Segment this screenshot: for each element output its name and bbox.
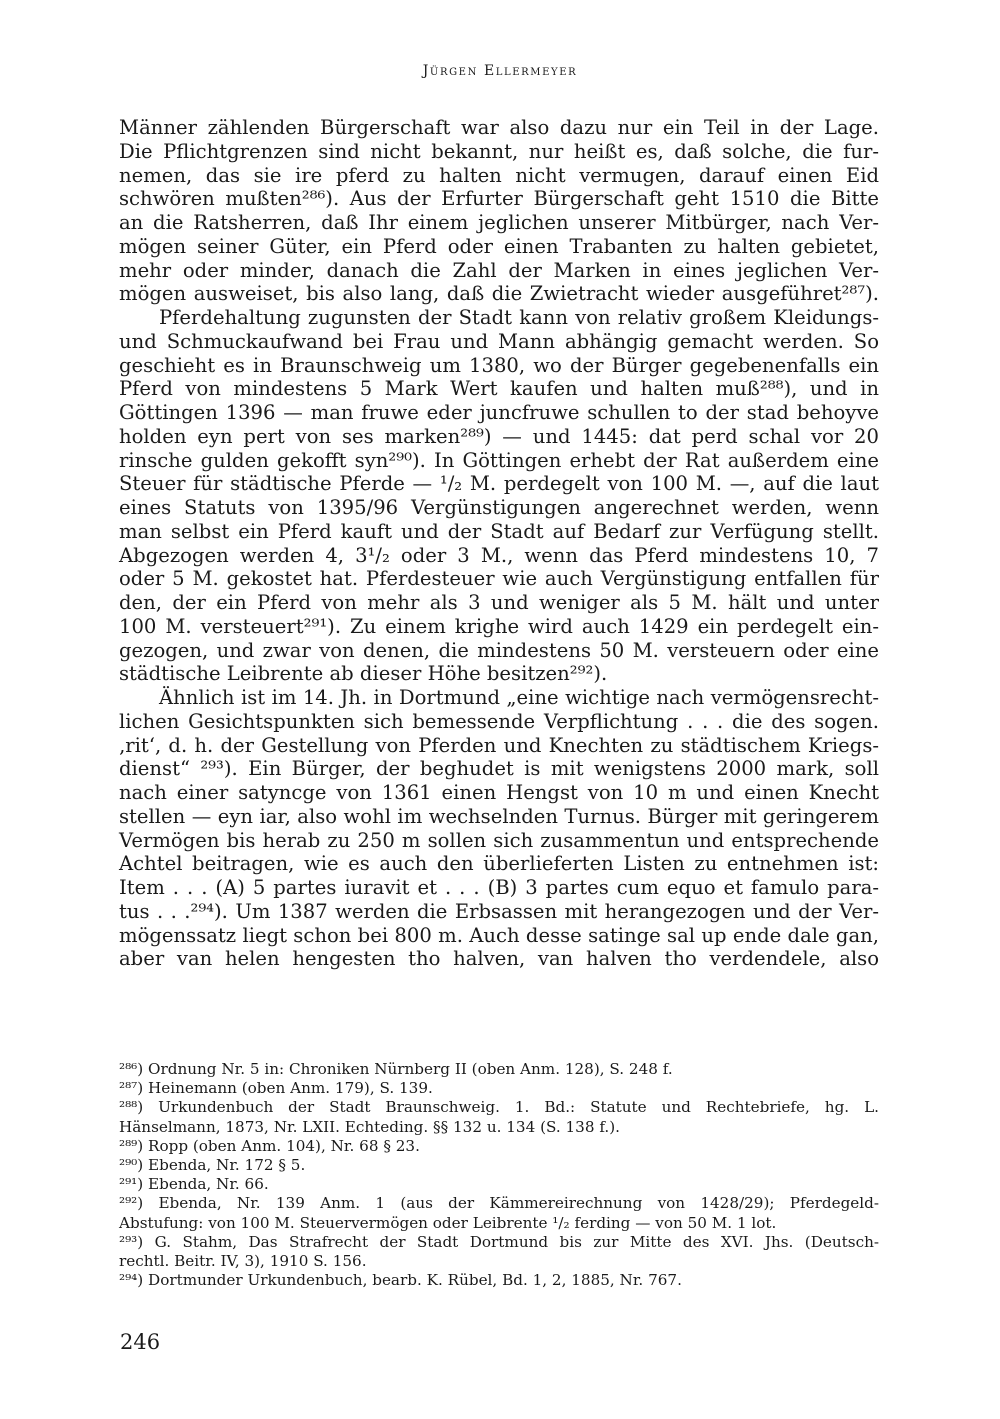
footnote-line: ²⁹⁰) Ebenda, Nr. 172 § 5. — [119, 1155, 306, 1174]
text-line: lichen Gesichtspunkten sich bemessende Verpflichtung . . . die des sogen. — [119, 709, 879, 733]
footnote-line: ²⁹⁴) Dortmunder Urkundenbuch, bearb. K. Rübel, Bd. 1, 2, 1885, Nr. 767. — [119, 1271, 682, 1290]
text-line: Vermögen bis herab zu 250 m sollen sich zusammentun und entsprechende — [119, 828, 879, 852]
text-line: oder 5 M. gekostet hat. Pferdesteuer wie auch Vergünstigung entfallen für — [119, 567, 879, 591]
footnote-line: rechtl. Beitr. IV, 3), 1910 S. 156. — [119, 1251, 367, 1270]
text-line: Die Pflichtgrenzen sind nicht bekannt, nur heißt es, daß solche, die fur- — [119, 139, 879, 163]
text-line: Item . . . (A) 5 partes iuravit et . . . (B) 3 partes cum equo et famulo para- — [119, 876, 879, 899]
text-line: gezogen, und zwar von denen, die mindestens 50 M. versteuern oder eine — [119, 638, 879, 662]
text-line: Pferd von mindestens 5 Mark Wert kaufen und halten muß²⁸⁸), und in — [119, 377, 879, 401]
footnote-line: Abstufung: von 100 M. Steuervermögen oder Leibrente ¹/₂ ferding — von 50 M. 1 lot. — [119, 1213, 777, 1232]
main-text — [119, 116, 879, 971]
page-number: 246 — [120, 1330, 161, 1354]
text-line: tus . . .²⁹⁴). Um 1387 werden die Erbsassen mit herangezogen und der Ver- — [119, 899, 879, 923]
text-line: Göttingen 1396 — man fruwe eder juncfruwe schullen to der stad behoyve — [119, 401, 879, 424]
footnote-line: ²⁸⁶) Ordnung Nr. 5 in: Chroniken Nürnberg II (oben Anm. 128), S. 248 f. — [119, 1060, 673, 1078]
text-line: nemen, das sie ire pferd zu halten nicht vermugen, darauf einen Eid — [119, 163, 879, 187]
text-line: schwören mußten²⁸⁶). Aus der Erfurter Bürgerschaft geht 1510 die Bitte — [119, 187, 879, 211]
text-line: mögenssatz liegt schon bei 800 m. Auch desse satinge sal up ende dale gan, — [119, 923, 879, 947]
text-line: stellen — eyn iar, also wohl im wechselnden Turnus. Bürger mit geringerem — [119, 804, 879, 828]
text-line: Männer zählenden Bürgerschaft war also dazu nur ein Teil in der Lage. — [119, 116, 879, 139]
footnote-line: ²⁹²) Ebenda, Nr. 139 Anm. 1 (aus der Kämmereirechnung von 1428/29); Pferdegeld- — [119, 1194, 879, 1213]
text-line: dienst“ ²⁹³). Ein Bürger, der beghudet is mit wenigstens 2000 mark, soll — [119, 757, 879, 781]
footnote-line: ²⁹¹) Ebenda, Nr. 66. — [119, 1175, 269, 1194]
text-line: man selbst ein Pferd kauft und der Stadt auf Bedarf zur Verfügung stellt. — [119, 519, 879, 543]
text-line: mögen ausweiset, bis also lang, daß die Zwietracht wieder ausgeführet²⁸⁷). — [119, 282, 879, 306]
footnote-line: ²⁸⁹) Ropp (oben Anm. 104), Nr. 68 § 23. — [119, 1136, 420, 1155]
text-line: holden eyn pert von ses marken²⁸⁹) — und 1445: dat perd schal vor 20 — [119, 424, 879, 448]
running-header: Jürgen Ellermeyer — [422, 63, 578, 79]
text-line: städtische Leibrente ab dieser Höhe besitzen²⁹²). — [119, 662, 608, 686]
text-line: Pferdehaltung zugunsten der Stadt kann von relativ großem Kleidungs- — [159, 306, 879, 329]
footnote-line: ²⁹³) G. Stahm, Das Strafrecht der Stadt Dortmund bis zur Mitte des XVI. Jhs. (Deutsch- — [119, 1232, 879, 1251]
text-line: aber van helen hengesten tho halven, van halven tho verdendele, also — [119, 947, 879, 971]
text-line: Achtel beitragen, wie es auch den überlieferten Listen zu entnehmen ist: — [119, 852, 879, 876]
text-line: ‚rit‘, d. h. der Gestellung von Pferden und Knechten zu städtischem Kriegs- — [119, 733, 879, 757]
text-line: Ähnlich ist im 14. Jh. in Dortmund „eine wichtige nach vermögensrecht- — [159, 686, 879, 709]
text-line: mehr oder minder, danach die Zahl der Marken in eines jeglichen Ver- — [119, 258, 879, 282]
text-line: geschieht es in Braunschweig um 1380, wo der Bürger gegebenenfalls ein — [119, 353, 879, 377]
text-line: nach einer satyncge von 1361 einen Hengst von 10 m und einen Knecht — [119, 781, 879, 804]
text-line: 100 M. versteuert²⁹¹). Zu einem krighe wird auch 1429 ein perdegelt ein- — [119, 614, 879, 638]
footnote-line: ²⁸⁸) Urkundenbuch der Stadt Braunschweig. 1. Bd.: Statute und Rechtebriefe, hg. L. — [119, 1098, 879, 1117]
footnote-line: ²⁸⁷) Heinemann (oben Anm. 179), S. 139. — [119, 1079, 433, 1098]
text-line: und Schmuckaufwand bei Frau und Mann abhängig gemacht werden. So — [119, 329, 879, 353]
text-line: den, der ein Pferd von mehr als 3 und weniger als 5 M. hält und unter — [119, 591, 879, 614]
text-line: Steuer für städtische Pferde — ¹/₂ M. perdegelt von 100 M. —, auf die laut — [119, 472, 879, 496]
footnote-line: Hänselmann, 1873, Nr. LXII. Echteding. §§ 132 u. 134 (S. 138 f.). — [119, 1117, 620, 1136]
text-line: eines Statuts von 1395/96 Vergünstigungen angerechnet werden, wenn — [119, 496, 879, 519]
text-line: mögen seiner Güter, ein Pferd oder einen Trabanten zu halten gebietet, — [119, 234, 879, 258]
text-line: Abgezogen werden 4, 3¹/₂ oder 3 M., wenn das Pferd mindestens 10, 7 — [119, 543, 879, 567]
text-line: rinsche gulden gekofft syn²⁹⁰). In Göttingen erhebt der Rat außerdem eine — [119, 448, 879, 472]
footnotes — [119, 1060, 879, 1290]
text-line: an die Ratsherren, daß Ihr einem jeglichen unserer Mitbürger, nach Ver- — [119, 211, 879, 234]
